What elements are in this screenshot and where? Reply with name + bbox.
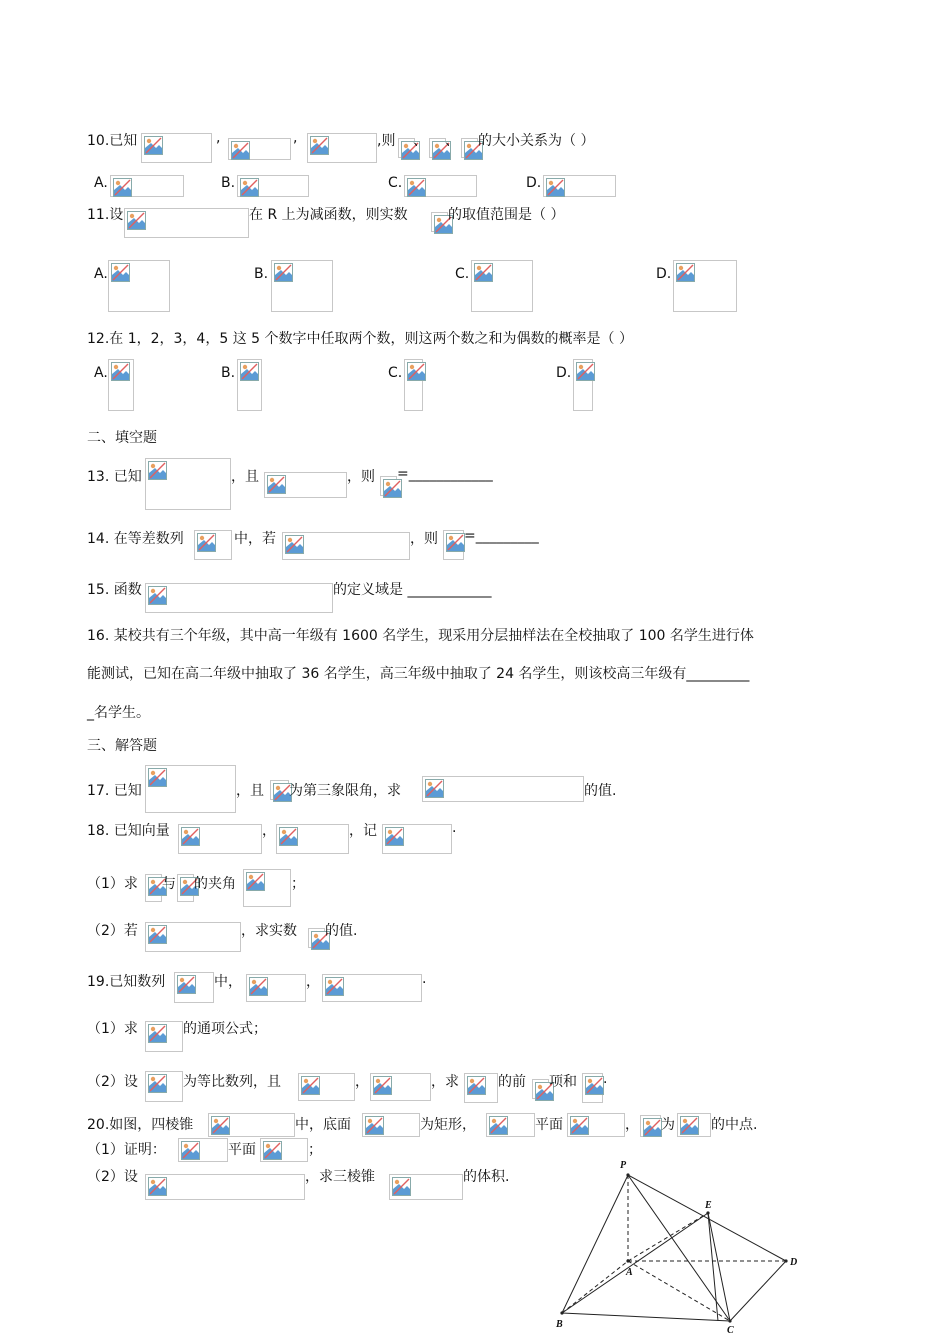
vertex-label-p: P	[620, 1160, 627, 1171]
option-a-label: A.	[94, 365, 108, 381]
image-placeholder	[404, 175, 477, 197]
image-placeholder	[640, 1115, 661, 1137]
broken-image-icon	[177, 975, 196, 994]
q20-part-1: 平面	[228, 1142, 256, 1158]
image-placeholder	[145, 583, 333, 613]
broken-image-icon	[197, 533, 216, 552]
broken-image-icon	[585, 1076, 604, 1095]
option-d-label: D.	[656, 266, 672, 282]
image-placeholder	[177, 874, 194, 902]
image-placeholder	[145, 1174, 305, 1200]
option-d-label: D.	[526, 175, 542, 191]
q10-sep: 、	[445, 133, 459, 149]
broken-image-icon	[407, 178, 426, 197]
broken-image-icon	[113, 178, 132, 197]
broken-image-icon	[489, 1116, 508, 1135]
q10-sep: 、	[413, 133, 427, 149]
broken-image-icon	[148, 768, 167, 787]
broken-image-icon	[211, 1116, 230, 1135]
broken-image-icon	[576, 362, 595, 381]
image-placeholder	[237, 175, 309, 197]
q18-sep: ，	[262, 823, 276, 839]
broken-image-icon	[643, 1118, 662, 1137]
image-placeholder	[582, 1073, 603, 1103]
q20-mid: 为矩形，	[420, 1117, 476, 1133]
option-b-label: B.	[254, 266, 269, 282]
broken-image-icon	[148, 1177, 167, 1196]
image-placeholder	[443, 530, 464, 560]
vertex-label-d: D	[790, 1257, 798, 1268]
image-placeholder	[382, 824, 452, 854]
broken-image-icon	[111, 263, 130, 282]
image-placeholder	[271, 260, 333, 312]
q18-part-2: 的值.	[325, 923, 358, 939]
image-placeholder	[464, 1073, 498, 1103]
image-placeholder	[380, 476, 397, 496]
image-placeholder	[276, 824, 349, 854]
image-placeholder	[567, 1113, 625, 1137]
image-placeholder	[141, 133, 212, 163]
q14-mid: 中，若	[234, 531, 276, 547]
q13-mid: ，且	[231, 469, 259, 485]
option-c-label: C.	[388, 175, 403, 191]
q20-stem: 20.如图，四棱锥	[87, 1117, 194, 1133]
image-placeholder	[677, 1113, 711, 1137]
q16-line: _名学生。	[87, 705, 150, 721]
image-placeholder	[486, 1113, 535, 1137]
q10-sep: ,	[293, 130, 298, 146]
broken-image-icon	[263, 1141, 282, 1160]
q20-part-2: 的体积.	[463, 1169, 510, 1185]
broken-image-icon	[148, 461, 167, 480]
pyramid-figure	[550, 1155, 810, 1335]
broken-image-icon	[240, 362, 259, 381]
broken-image-icon	[279, 827, 298, 846]
vertex-label-c: C	[727, 1325, 734, 1335]
broken-image-icon	[240, 178, 259, 197]
image-placeholder	[532, 1079, 549, 1099]
q18-part-2: （2）若	[87, 923, 138, 939]
broken-image-icon	[325, 977, 344, 996]
q11-stem: 11.设	[87, 207, 124, 223]
image-placeholder	[178, 1138, 228, 1162]
image-placeholder	[307, 133, 377, 163]
broken-image-icon	[310, 136, 329, 155]
broken-image-icon	[301, 1076, 320, 1095]
q19-part-2: ，	[355, 1074, 369, 1090]
image-placeholder	[471, 260, 533, 312]
q20-mid: 中，底面	[295, 1117, 351, 1133]
broken-image-icon	[246, 872, 265, 891]
q17-mid: 为第三象限角，求	[289, 783, 401, 799]
image-placeholder	[429, 138, 446, 158]
image-placeholder	[322, 974, 422, 1002]
option-c-label: C.	[455, 266, 470, 282]
image-placeholder	[370, 1073, 431, 1101]
broken-image-icon	[392, 1177, 411, 1196]
broken-image-icon	[274, 263, 293, 282]
q18-sep: ，记	[349, 823, 377, 839]
image-placeholder	[108, 359, 134, 411]
image-placeholder	[237, 359, 262, 411]
q18-part-1: 的夹角	[194, 876, 236, 892]
image-placeholder	[145, 765, 236, 813]
q19-part-2: .	[603, 1071, 608, 1087]
q10-stem: 10.已知	[87, 133, 138, 149]
broken-image-icon	[680, 1116, 699, 1135]
broken-image-icon	[111, 362, 130, 381]
image-placeholder	[543, 175, 616, 197]
section-heading-solutions: 三、解答题	[87, 738, 157, 754]
vertex-label-a: A	[626, 1267, 633, 1278]
q18-part-1: （1）求	[87, 876, 138, 892]
image-placeholder	[110, 175, 184, 197]
image-placeholder	[108, 260, 170, 312]
image-placeholder	[260, 1138, 308, 1162]
q10-then: ,则	[377, 133, 396, 149]
broken-image-icon	[285, 535, 304, 554]
broken-image-icon	[231, 141, 250, 160]
broken-image-icon	[144, 136, 163, 155]
image-placeholder	[461, 138, 478, 158]
broken-image-icon	[373, 1076, 392, 1095]
q14-answer-blank: =_________	[464, 528, 539, 544]
broken-image-icon	[546, 178, 565, 197]
image-placeholder	[194, 530, 232, 560]
q15-stem: 15. 函数	[87, 582, 142, 598]
broken-image-icon	[570, 1116, 589, 1135]
image-placeholder	[174, 972, 214, 1003]
q15-answer-blank: 的定义域是 ____________	[333, 582, 492, 598]
image-placeholder	[228, 138, 291, 160]
broken-image-icon	[425, 779, 444, 798]
image-placeholder	[431, 212, 448, 232]
broken-image-icon	[267, 475, 286, 494]
broken-image-icon	[474, 263, 493, 282]
q19-part-2: 项和	[549, 1074, 577, 1090]
image-placeholder	[145, 874, 162, 902]
q18-tail: .	[452, 820, 457, 836]
broken-image-icon	[365, 1116, 384, 1135]
q19-tail: .	[422, 971, 427, 987]
q13-answer-blank: =____________	[397, 466, 493, 482]
q13-stem: 13. 已知	[87, 469, 142, 485]
broken-image-icon	[181, 827, 200, 846]
q19-stem: 19.已知数列	[87, 974, 166, 990]
q18-part-1: ；	[291, 876, 305, 892]
broken-image-icon	[446, 533, 465, 552]
image-placeholder	[673, 260, 737, 312]
image-placeholder	[573, 359, 593, 411]
q19-sep: ，	[306, 974, 320, 990]
broken-image-icon	[467, 1076, 486, 1095]
q20-mid: 平面	[535, 1117, 563, 1133]
option-a-label: A.	[94, 266, 108, 282]
image-placeholder	[298, 1073, 355, 1101]
q20-part-2: （2）设	[87, 1169, 138, 1185]
q19-part-2: （2）设	[87, 1074, 138, 1090]
q16-line: 能测试，已知在高二年级中抽取了 36 名学生，高三年级中抽取了 24 名学生，则该校高三年级有_________	[87, 666, 750, 682]
image-placeholder	[208, 1113, 295, 1137]
image-placeholder	[145, 458, 231, 510]
broken-image-icon	[148, 1074, 167, 1093]
q20-sep: ，	[625, 1117, 639, 1133]
section-heading-fill-in: 二、填空题	[87, 430, 157, 446]
broken-image-icon	[249, 977, 268, 996]
image-placeholder	[389, 1174, 463, 1200]
q20-part-1: （1）证明：	[87, 1142, 166, 1158]
image-placeholder	[362, 1113, 420, 1137]
q19-mid: 中，	[214, 974, 242, 990]
q19-part-2: 为等比数列，且	[183, 1074, 281, 1090]
q11-tail: 的取值范围是（ ）	[448, 207, 565, 223]
q12-text: 12.在 1，2，3，4，5 这 5 个数字中任取两个数，则这两个数之和为偶数的概率是（ ）	[87, 331, 633, 347]
image-placeholder	[404, 359, 423, 411]
broken-image-icon	[127, 211, 146, 230]
q13-then: ，则	[347, 469, 375, 485]
q18-stem: 18. 已知向量	[87, 823, 170, 839]
image-placeholder	[282, 532, 410, 560]
q10-sep: ,	[216, 130, 221, 146]
image-placeholder	[264, 472, 347, 498]
image-placeholder	[178, 824, 262, 854]
q18-part-1: 与	[162, 876, 176, 892]
broken-image-icon	[385, 827, 404, 846]
q20-part-2: ，求三棱锥	[305, 1169, 375, 1185]
image-placeholder	[243, 869, 291, 907]
q17-mid: ，且	[236, 783, 264, 799]
option-b-label: B.	[221, 365, 236, 381]
image-placeholder	[124, 208, 249, 238]
broken-image-icon	[181, 1141, 200, 1160]
q14-stem: 14. 在等差数列	[87, 531, 184, 547]
broken-image-icon	[148, 586, 167, 605]
image-placeholder	[246, 974, 306, 1002]
q20-mid: 为	[661, 1117, 675, 1133]
image-placeholder	[308, 928, 325, 948]
vertex-label-b: B	[556, 1319, 563, 1330]
option-d-label: D.	[556, 365, 572, 381]
broken-image-icon	[407, 362, 426, 381]
broken-image-icon	[676, 263, 695, 282]
vertex-label-e: E	[705, 1200, 712, 1211]
q19-part-1: （1）求	[87, 1021, 138, 1037]
option-a-label: A.	[94, 175, 108, 191]
image-placeholder	[145, 1071, 183, 1102]
image-placeholder	[145, 922, 241, 952]
broken-image-icon	[148, 1024, 167, 1043]
image-placeholder	[145, 1021, 183, 1052]
q19-part-2: 的前	[498, 1074, 526, 1090]
q19-part-1: 的通项公式；	[183, 1021, 267, 1037]
q19-part-2: ，求	[431, 1074, 459, 1090]
q10-tail: 的大小关系为（ ）	[478, 133, 595, 149]
q18-part-2: ，求实数	[241, 923, 297, 939]
image-placeholder	[422, 776, 584, 802]
q11-mid: 在 R 上为减函数，则实数	[249, 207, 408, 223]
q20-tail: 的中点.	[711, 1117, 758, 1133]
q17-stem: 17. 已知	[87, 783, 142, 799]
q16-line: 16. 某校共有三个年级，其中高一年级有 1600 名学生，现采用分层抽样法在全校抽取了 100 名学生进行体	[87, 628, 754, 644]
q20-part-1: ；	[308, 1142, 322, 1158]
option-c-label: C.	[388, 365, 403, 381]
image-placeholder	[270, 780, 289, 800]
q17-tail: 的值.	[584, 783, 617, 799]
q14-then: ，则	[410, 531, 438, 547]
broken-image-icon	[148, 925, 167, 944]
option-b-label: B.	[221, 175, 236, 191]
